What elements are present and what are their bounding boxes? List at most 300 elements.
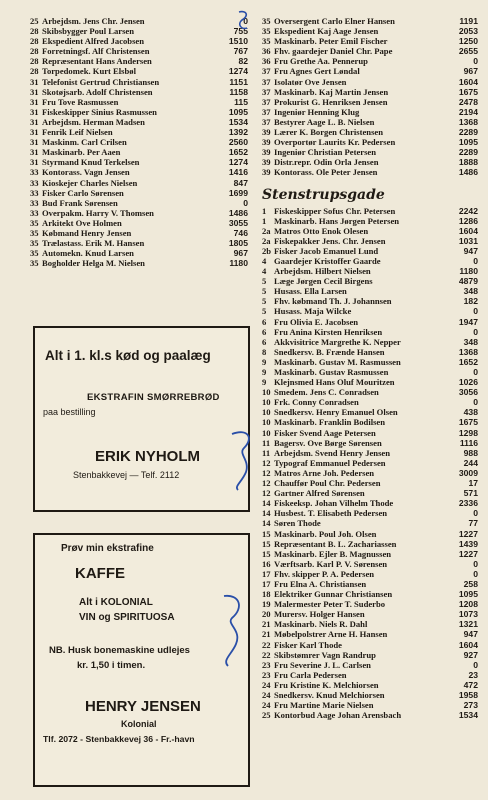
tax-amount: 1227 [458, 548, 478, 559]
resident-name: Matros Otto Enok Olesen [274, 225, 369, 236]
tax-amount: 1095 [458, 589, 478, 600]
resident-name: Torpedomek. Kurt Elsbøl [42, 66, 136, 77]
house-number: 11 [262, 437, 271, 448]
tax-amount: 258 [463, 578, 478, 589]
tax-amount: 0 [243, 197, 248, 208]
house-number: 35 [30, 217, 39, 228]
tax-amount: 746 [233, 227, 248, 238]
list-item [262, 36, 478, 46]
resident-name: Arbejdsm. Herman Madsen [42, 116, 145, 127]
resident-name: Fru Grethe Aa. Pennerup [274, 56, 368, 67]
resident-name: Ekspedient Kaj Aage Jensen [274, 26, 379, 37]
resident-name: Købmand Henry Jensen [42, 227, 132, 238]
resident-name: Gaardejer Kristoffer Gaarde [274, 255, 381, 266]
tax-amount: 3055 [228, 217, 248, 228]
house-number: 39 [262, 147, 271, 158]
resident-name: Ekspedient Alfred Jacobsen [42, 36, 145, 47]
house-number: 35 [30, 227, 39, 238]
list-item [262, 56, 478, 66]
list-item [30, 137, 248, 147]
house-number: 6 [262, 316, 267, 327]
house-number: 31 [30, 106, 39, 117]
house-number: 14 [262, 518, 271, 529]
resident-name: Værftsarb. Karl P. V. Sørensen [274, 558, 388, 569]
house-number: 37 [262, 86, 271, 97]
resident-name: Maskinm. Carl Crilsen [42, 137, 127, 148]
list-item [262, 286, 478, 296]
list-item [262, 397, 478, 407]
house-number: 1 [262, 215, 267, 226]
ad-address: Stenbakkevej — Telf. 2112 [73, 470, 180, 480]
list-item [30, 87, 248, 97]
right-column [262, 16, 478, 720]
tax-amount: 1958 [458, 690, 478, 700]
list-item [262, 117, 478, 127]
resident-name: Fru Olivia E. Jacobsen [274, 316, 359, 327]
resident-name: Kontorbud Aage Johan Arensbach [274, 710, 402, 721]
tax-amount: 2289 [458, 147, 478, 158]
list-item [262, 266, 478, 276]
tax-amount: 1180 [459, 266, 478, 277]
tax-amount: 947 [463, 629, 478, 640]
tax-amount: 23 [468, 669, 478, 680]
resident-name: Læge Jørgen Cecil Birgens [274, 276, 373, 287]
list-item [262, 127, 478, 137]
resident-name: Fiskepakker Jens. Chr. Jensen [274, 235, 386, 246]
house-number: 10 [262, 407, 271, 418]
resident-name: Bagersv. Ove Børge Sørensen [274, 437, 382, 448]
list-item [262, 347, 478, 357]
house-number: 17 [262, 578, 271, 589]
resident-name: Fru Kristine K. Melchiorsen [274, 679, 379, 690]
ad-intro: Prøv min ekstrafine [61, 543, 154, 554]
list-item [262, 306, 478, 316]
list-item [30, 46, 248, 56]
list-item [262, 216, 478, 226]
list-item [262, 147, 478, 157]
ad-merchant-sub: Kolonial [121, 719, 157, 729]
house-number: 21 [262, 619, 271, 630]
tax-amount: 2289 [458, 127, 478, 138]
list-item [262, 468, 478, 478]
tax-amount: 348 [463, 336, 478, 347]
list-item [262, 206, 478, 216]
resident-name: Matros Arne Joh. Pedersen [274, 467, 375, 478]
house-number: 31 [30, 127, 39, 138]
list-item [262, 458, 478, 468]
ad-headline: Alt i 1. kl.s kød og paalæg [45, 348, 211, 363]
house-number: 12 [262, 457, 271, 468]
house-number: 10 [262, 387, 271, 398]
resident-name: Arbejdsm. Svend Henry Jensen [274, 447, 391, 458]
list-item [30, 56, 248, 66]
house-number: 36 [262, 56, 271, 67]
resident-name: Styrmand Knud Terkelsen [42, 157, 140, 168]
tax-amount: 273 [463, 700, 478, 711]
list-item [262, 700, 478, 710]
tax-amount: 1095 [228, 106, 248, 117]
list-item [262, 97, 478, 107]
list-item [30, 26, 248, 36]
resident-name: Kontorass. Ole Peter Jensen [274, 167, 378, 178]
list-item [30, 97, 248, 107]
resident-name: Repræsentant Hans Andersen [42, 56, 152, 67]
resident-name: Fisker Carlo Sørensen [42, 187, 124, 198]
list-item [30, 188, 248, 198]
list-item [262, 518, 478, 528]
list-item [262, 327, 478, 337]
list-item [30, 16, 248, 26]
resident-name: Fisker Karl Thode [274, 639, 342, 650]
resident-name: Arbejdsm. Jens Chr. Jensen [42, 16, 145, 26]
resident-name: Fiskeeksp. Johan Vilhelm Thode [274, 498, 394, 509]
list-item [30, 77, 248, 87]
house-number: 28 [30, 56, 39, 67]
list-item [262, 16, 478, 26]
tax-amount: 0 [243, 16, 248, 26]
resident-name: Fru Carla Pedersen [274, 669, 347, 680]
tax-amount: 244 [463, 457, 478, 468]
tax-amount: 1026 [458, 377, 478, 388]
house-number: 33 [30, 177, 39, 188]
house-number: 31 [30, 147, 39, 158]
resident-name: Lærer K. Borgen Christensen [274, 127, 384, 138]
ad-line: EKSTRAFIN SMØRREBRØD [87, 392, 220, 403]
resident-name: Fisker Jacob Emanuel Lund [274, 245, 379, 256]
resident-name: Fhv. gaardejer Daniel Chr. Pape [274, 46, 393, 57]
tax-amount: 1805 [228, 238, 248, 249]
resident-name: Ingeniør Christian Petersen [274, 147, 377, 158]
list-item [30, 157, 248, 167]
list-item [262, 559, 478, 569]
resident-name: Repræsentant B. L. Zachariassen [274, 538, 397, 549]
list-item [262, 317, 478, 327]
tax-amount: 967 [463, 66, 478, 77]
resident-name: Fru Elna A. Christiansen [274, 578, 367, 589]
house-number: 6 [262, 326, 267, 337]
house-number: 5 [262, 296, 267, 307]
house-number: 24 [262, 690, 271, 700]
resident-name: Fru Severine J. L. Carlsen [274, 659, 371, 670]
house-number: 14 [262, 508, 271, 519]
house-number: 24 [262, 700, 271, 711]
resident-name: Maskinarb. Gustav M. Rasmussen [274, 356, 401, 367]
house-number: 35 [30, 258, 39, 269]
list-item [262, 407, 478, 417]
tax-amount: 1368 [458, 346, 478, 357]
resident-name: Møbelpolstrer Arne H. Hansen [274, 629, 388, 640]
house-number: 24 [262, 679, 271, 690]
resident-name: Arkitekt Ove Holmen [42, 217, 122, 228]
house-number: 20 [262, 609, 271, 620]
tax-amount: 182 [463, 296, 478, 307]
house-number: 35 [262, 36, 271, 47]
tax-amount: 348 [463, 286, 478, 297]
list-item [262, 157, 478, 167]
house-number: 22 [262, 639, 271, 650]
house-number: 28 [30, 36, 39, 47]
list-item [262, 296, 478, 306]
resident-name: Oversergent Carlo Elner Hansen [274, 16, 395, 26]
list-item [262, 569, 478, 579]
tax-amount: 1073 [458, 609, 478, 620]
house-number: 10 [262, 427, 271, 438]
list-item [262, 46, 478, 56]
resident-name: Maskinarb. Poul Joh. Olsen [274, 528, 377, 539]
house-number: 5 [262, 306, 267, 317]
tax-amount: 927 [463, 649, 478, 660]
tax-amount: 1699 [228, 187, 248, 198]
resident-name: Fenrik Leif Nielsen [42, 127, 113, 138]
resident-name: Fisker Svend Aage Petersen [274, 427, 376, 438]
list-item [262, 710, 478, 720]
house-number: 33 [30, 197, 39, 208]
house-number: 37 [262, 66, 271, 77]
tax-amount: 755 [233, 26, 248, 37]
resident-name: Smedem. Jens C. Conradsen [274, 387, 379, 398]
tax-amount: 3056 [458, 387, 478, 398]
house-number: 12 [262, 478, 271, 489]
tax-amount: 1534 [228, 116, 248, 127]
resident-name: Fiskeskipper Sofus Chr. Petersen [274, 205, 396, 216]
resident-name: Overpakm. Harry V. Thomsen [42, 207, 154, 218]
house-number: 12 [262, 467, 271, 478]
tax-amount: 1227 [458, 528, 478, 539]
list-item [262, 107, 478, 117]
tax-amount: 1095 [458, 137, 478, 148]
list-item [262, 609, 478, 619]
resident-name: Skibstømrer Vagn Randrup [274, 649, 376, 660]
house-number: 31 [30, 137, 39, 148]
house-number: 31 [30, 86, 39, 97]
house-number: 37 [262, 96, 271, 107]
list-item [262, 276, 478, 286]
house-number: 22 [262, 649, 271, 660]
resident-name: Malermester Peter T. Suderbo [274, 599, 386, 610]
resident-name: Fru Agnes Gert Løndal [274, 66, 360, 77]
resident-name: Skotøjsarb. Adolf Christensen [42, 86, 153, 97]
tax-amount: 115 [234, 96, 248, 107]
advertisement-henry-jensen [33, 533, 250, 787]
house-number: 33 [30, 207, 39, 218]
list-item [262, 680, 478, 690]
house-number: 2a [262, 225, 271, 236]
list-item [262, 357, 478, 367]
list-item [262, 650, 478, 660]
resident-name: Prokurist G. Henriksen Jensen [274, 96, 388, 107]
house-number: 8 [262, 346, 267, 357]
list-item [262, 226, 478, 236]
resident-name: Fiskeskipper Sinius Rasmussen [42, 106, 157, 117]
list-item [262, 26, 478, 36]
tax-amount: 472 [463, 679, 478, 690]
tax-amount: 2478 [458, 96, 478, 107]
tax-amount: 2560 [228, 137, 248, 148]
list-item [262, 438, 478, 448]
tax-amount: 2053 [458, 26, 478, 37]
house-number: 16 [262, 558, 271, 569]
resident-name: Frk. Conny Conradsen [274, 397, 359, 408]
list-item [262, 629, 478, 639]
resident-name: Murersv. Holger Hansen [274, 609, 365, 620]
list-item [262, 619, 478, 629]
resident-name: Typograf Emmanuel Pedersen [274, 457, 386, 468]
ad-product: KAFFE [75, 565, 125, 582]
tax-amount: 1947 [458, 316, 478, 327]
tax-amount: 4879 [458, 276, 478, 287]
resident-name: Snedkersv. Knud Melchiorsen [274, 690, 385, 700]
resident-name: Maskinarb. Niels R. Dahl [274, 619, 368, 630]
tax-amount: 1439 [458, 538, 478, 549]
resident-name: Fru Tove Rasmussen [42, 96, 119, 107]
list-item [262, 488, 478, 498]
tax-amount: 571 [463, 488, 478, 499]
house-number: 33 [30, 187, 39, 198]
house-number: 35 [30, 238, 39, 249]
tax-amount: 1116 [459, 437, 478, 448]
house-number: 31 [30, 96, 39, 107]
tax-amount: 988 [463, 447, 478, 458]
tax-amount: 2194 [458, 106, 478, 117]
tax-amount: 1286 [458, 215, 478, 226]
tax-amount: 0 [473, 568, 478, 579]
list-item [262, 508, 478, 518]
house-number: 10 [262, 417, 271, 428]
house-number: 35 [262, 26, 271, 37]
list-item [262, 246, 478, 256]
tax-amount: 1604 [458, 639, 478, 650]
resident-name: Akkvisitrice Margrethe K. Nepper [274, 336, 401, 347]
tax-amount: 2336 [458, 498, 478, 509]
tax-amount: 1151 [229, 76, 248, 87]
list-item [262, 529, 478, 539]
tax-amount: 2655 [458, 46, 478, 57]
list-item [262, 87, 478, 97]
list-item [262, 448, 478, 458]
left-column [30, 16, 248, 268]
list-item [262, 549, 478, 559]
resident-name: Maskinarb. Peter Emil Fischer [274, 36, 388, 47]
list-item [262, 428, 478, 438]
resident-name: Trælastass. Erik M. Hansen [42, 238, 145, 249]
tax-amount: 82 [238, 56, 248, 67]
list-item [30, 228, 248, 238]
resident-name: Chauffør Poul Chr. Pedersen [274, 478, 381, 489]
resident-name: Snedkersv. B. Frænde Hansen [274, 346, 385, 357]
list-item [262, 137, 478, 147]
house-number: 5 [262, 286, 267, 297]
resident-name: Klejnsmed Hans Oluf Mouritzen [274, 377, 395, 388]
resident-name: Maskinarb. Franklin Bodilsen [274, 417, 386, 428]
house-number: 18 [262, 589, 271, 600]
tax-amount: 1274 [228, 66, 248, 77]
house-number: 39 [262, 167, 271, 178]
resident-name: Automekn. Knud Larsen [42, 248, 134, 259]
list-item [262, 670, 478, 680]
resident-name: Snedkersv. Henry Emanuel Olsen [274, 407, 398, 418]
tax-amount: 1604 [458, 225, 478, 236]
resident-name: Fhv. købmand Th. J. Johannsen [274, 296, 392, 307]
list-item [30, 36, 248, 46]
list-item [262, 367, 478, 377]
resident-name: Telefonist Gertrud Christiansen [42, 76, 160, 87]
tax-amount: 1250 [458, 36, 478, 47]
house-number: 9 [262, 367, 267, 377]
list-item [262, 236, 478, 246]
house-number: 5 [262, 276, 267, 287]
tax-amount: 17 [468, 478, 478, 489]
house-number: 4 [262, 255, 267, 266]
ad-line: paa bestilling [43, 407, 96, 417]
tax-amount: 1392 [228, 127, 248, 138]
tax-amount: 1652 [228, 147, 248, 158]
list-item [30, 218, 248, 228]
house-number: 37 [262, 116, 271, 127]
house-number: 21 [262, 629, 271, 640]
tax-amount: 0 [473, 659, 478, 670]
resident-name: Fru Anina Kirsten Henriksen [274, 326, 383, 337]
list-item [30, 248, 248, 258]
list-item [262, 417, 478, 427]
resident-name: Isolatør Ove Jensen [274, 76, 347, 87]
house-number: 23 [262, 659, 271, 670]
house-number: 28 [30, 26, 39, 37]
tax-amount: 1158 [229, 86, 248, 97]
ad-line: VIN og SPIRITUOSA [79, 612, 175, 623]
ad-note: NB. Husk bonemaskine udlejes [49, 645, 190, 656]
tax-amount: 1675 [458, 86, 478, 97]
tax-amount: 1321 [458, 619, 478, 630]
list-item [30, 117, 248, 127]
list-item [262, 256, 478, 266]
tax-amount: 0 [473, 558, 478, 569]
list-item [30, 238, 248, 248]
resident-name: Overportør Laurits Kr. Pedersen [274, 137, 396, 148]
street-heading: Stenstrupsgade [262, 186, 385, 203]
house-number: 15 [262, 528, 271, 539]
tax-amount: 1510 [228, 36, 248, 47]
house-number: 35 [262, 16, 271, 26]
list-item [30, 147, 248, 157]
house-number: 33 [30, 167, 39, 178]
house-number: 1 [262, 205, 267, 216]
resident-name: Maskinarb. Kaj Martin Jensen [274, 86, 389, 97]
tax-amount: 0 [473, 306, 478, 317]
house-number: 19 [262, 599, 271, 610]
tax-amount: 947 [463, 245, 478, 256]
tax-amount: 1180 [229, 258, 248, 269]
tax-amount: 1534 [458, 710, 478, 721]
house-number: 15 [262, 538, 271, 549]
tax-amount: 0 [473, 397, 478, 408]
tax-amount: 0 [473, 508, 478, 519]
resident-name: Skibsbygger Poul Larsen [42, 26, 135, 37]
list-item [262, 640, 478, 650]
resident-name: Husass. Ella Larsen [274, 286, 347, 297]
list-item [262, 599, 478, 609]
tax-amount: 0 [473, 56, 478, 67]
tax-amount: 1191 [459, 16, 478, 26]
tax-amount: 2242 [458, 205, 478, 216]
list-item [262, 589, 478, 599]
resident-name: Søren Thode [274, 518, 321, 529]
tax-amount: 1208 [458, 599, 478, 610]
tax-amount: 967 [233, 248, 248, 259]
list-item [30, 208, 248, 218]
resident-name: Forretningsf. Alf Christensen [42, 46, 150, 57]
house-number: 17 [262, 568, 271, 579]
list-item [262, 579, 478, 589]
